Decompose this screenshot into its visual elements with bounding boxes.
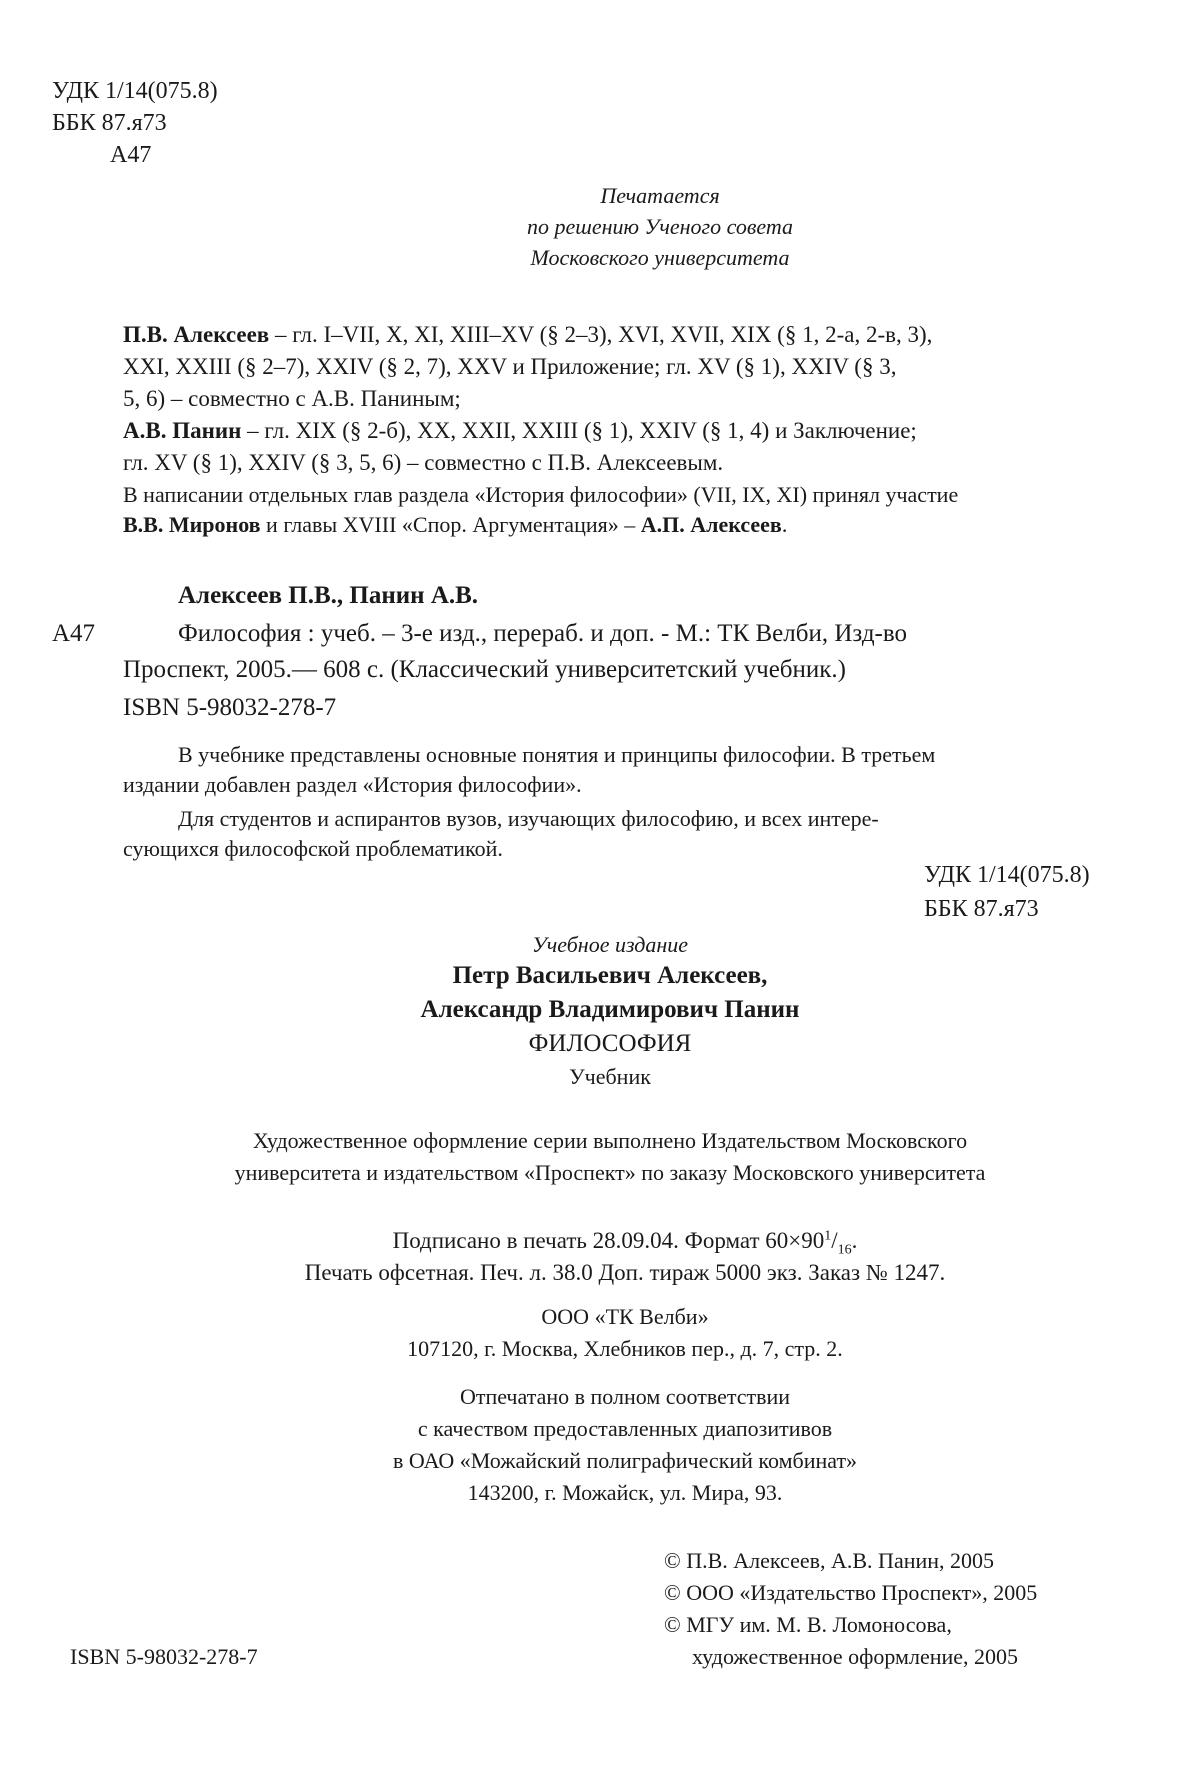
edition-author-1: Петр Васильевич Алексеев,: [452, 962, 768, 989]
format-fraction-denominator: 16: [837, 1242, 852, 1258]
catalog-description-line-1: Философия : учеб. – 3-е изд., перераб. и доп. - М.: ТК Велби, Изд-во: [178, 620, 907, 647]
design-credit-line-1: Художественное оформление серии выполнено Издательством Московского: [252, 1128, 968, 1153]
design-credit-line-2: университета и издательством «Проспект» по заказу Московского университета: [234, 1160, 986, 1185]
edition-author-2: Александр Владимирович Панин: [420, 996, 800, 1023]
copyright-publisher: © ООО «Издательство Проспект», 2005: [664, 1580, 1038, 1605]
contrib-panin-line-1: [123, 418, 917, 444]
print-info-format-end: .: [851, 1228, 858, 1253]
copyright-authors: © П.В. Алексеев, А.В. Панин, 2005: [664, 1548, 995, 1573]
catalog-author-mark: А47: [52, 620, 96, 647]
approval-line-3: Московского университета: [530, 245, 790, 270]
print-info-format: Подписано в печать 28.09.04. Формат 60×90: [392, 1228, 825, 1253]
printer-line-3: в ОАО «Можайский полиграфический комбинат»: [392, 1448, 858, 1473]
annotation-p2-line-1: Для студентов и аспирантов вузов, изучающих философию, и всех интере-: [178, 806, 879, 831]
contrib-panin-text-1: – гл. XIX (§ 2-б), XX, XXII, XXIII (§ 1), XXIV (§ 1, 4) и Заключение;: [241, 418, 917, 443]
approval-line-2: по решению Ученого совета: [526, 214, 794, 239]
contrib-note-text-end: .: [781, 512, 788, 537]
publisher-address: 107120, г. Москва, Хлебников пер., д. 7, стр. 2.: [407, 1336, 843, 1361]
contributor-name-mironov: В.В. Миронов: [123, 512, 261, 537]
edition-subtitle: Учебник: [569, 1064, 651, 1089]
contrib-alekseev-text-1: – гл. I–VII, X, XI, XIII–XV (§ 2–3), XVI, XVII, XIX (§ 1, 2-а, 2-в, 3),: [269, 322, 933, 347]
edition-kind: Учебное издание: [531, 932, 689, 957]
contrib-alekseev-line-3: 5, 6) – совместно с А.В. Паниным;: [123, 386, 461, 411]
author-name-panin: А.В. Панин: [123, 418, 242, 443]
copyright-msu-design: художественное оформление, 2005: [692, 1644, 1019, 1669]
bottom-isbn: ISBN 5-98032-278-7: [70, 1644, 258, 1669]
contributor-name-alekseev-ap: А.П. Алексеев: [640, 512, 782, 537]
annotation-p1-line-1: В учебнике представлены основные понятия и принципы философии. В третьем: [178, 742, 936, 767]
bbk-code-top: ББК 87.я73: [52, 110, 167, 136]
udk-code-bottom: УДК 1/14(075.8): [924, 862, 1090, 888]
format-fraction-numerator: 1: [824, 1228, 832, 1244]
catalog-isbn: ISBN 5-98032-278-7: [123, 694, 337, 721]
author-name-alekseev: П.В. Алексеев: [123, 322, 270, 347]
print-info-line-1: Подписано в печать 28.09.04. Формат $60\times 90^1/_{16}$.: [392, 1228, 858, 1258]
approval-line-1: Печатается: [600, 183, 720, 208]
annotation-p2-line-2: сующихся философской проблематикой.: [123, 836, 503, 861]
publisher-name: ООО «ТК Велби»: [541, 1304, 709, 1329]
catalog-authors-heading: Алексеев П.В., Панин А.В.: [178, 582, 479, 609]
contrib-panin-line-2: гл. XV (§ 1), XXIV (§ 3, 5, 6) – совместно с П.В. Алексеевым.: [123, 450, 724, 475]
edition-title: ФИЛОСОФИЯ: [528, 1030, 692, 1057]
printer-line-1: Отпечатано в полном соответствии: [459, 1384, 791, 1409]
printer-line-4: 143200, г. Можайск, ул. Мира, 93.: [467, 1480, 783, 1505]
author-mark-top: А47: [110, 142, 152, 168]
printer-line-2: с качеством предоставленных диапозитивов: [417, 1416, 833, 1441]
contrib-alekseev-line-2: XXI, XXIII (§ 2–7), XXIV (§ 2, 7), XXV и Приложение; гл. XV (§ 1), XXIV (§ 3,: [123, 354, 897, 379]
udk-code-top: УДК 1/14(075.8): [52, 78, 218, 104]
contrib-alekseev-line-1: [123, 322, 1128, 348]
contrib-note-line-2: [123, 512, 787, 538]
contrib-note-line-1: В написании отдельных глав раздела «История философии» (VII, IX, XI) принял участие: [123, 482, 959, 507]
copyright-msu: © МГУ им. М. В. Ломоносова,: [664, 1612, 952, 1637]
contrib-note-text-mid: и главы XVIII «Спор. Аргументация» –: [260, 512, 641, 537]
print-info-line-2: Печать офсетная. Печ. л. 38.0 Доп. тираж 5000 экз. Заказ № 1247.: [304, 1260, 946, 1285]
annotation-p1-line-2: издании добавлен раздел «История философии».: [123, 772, 582, 797]
catalog-description-line-2: Проспект, 2005.— 608 с. (Классический университетский учебник.): [123, 656, 846, 683]
bbk-code-bottom: ББК 87.я73: [924, 896, 1039, 922]
